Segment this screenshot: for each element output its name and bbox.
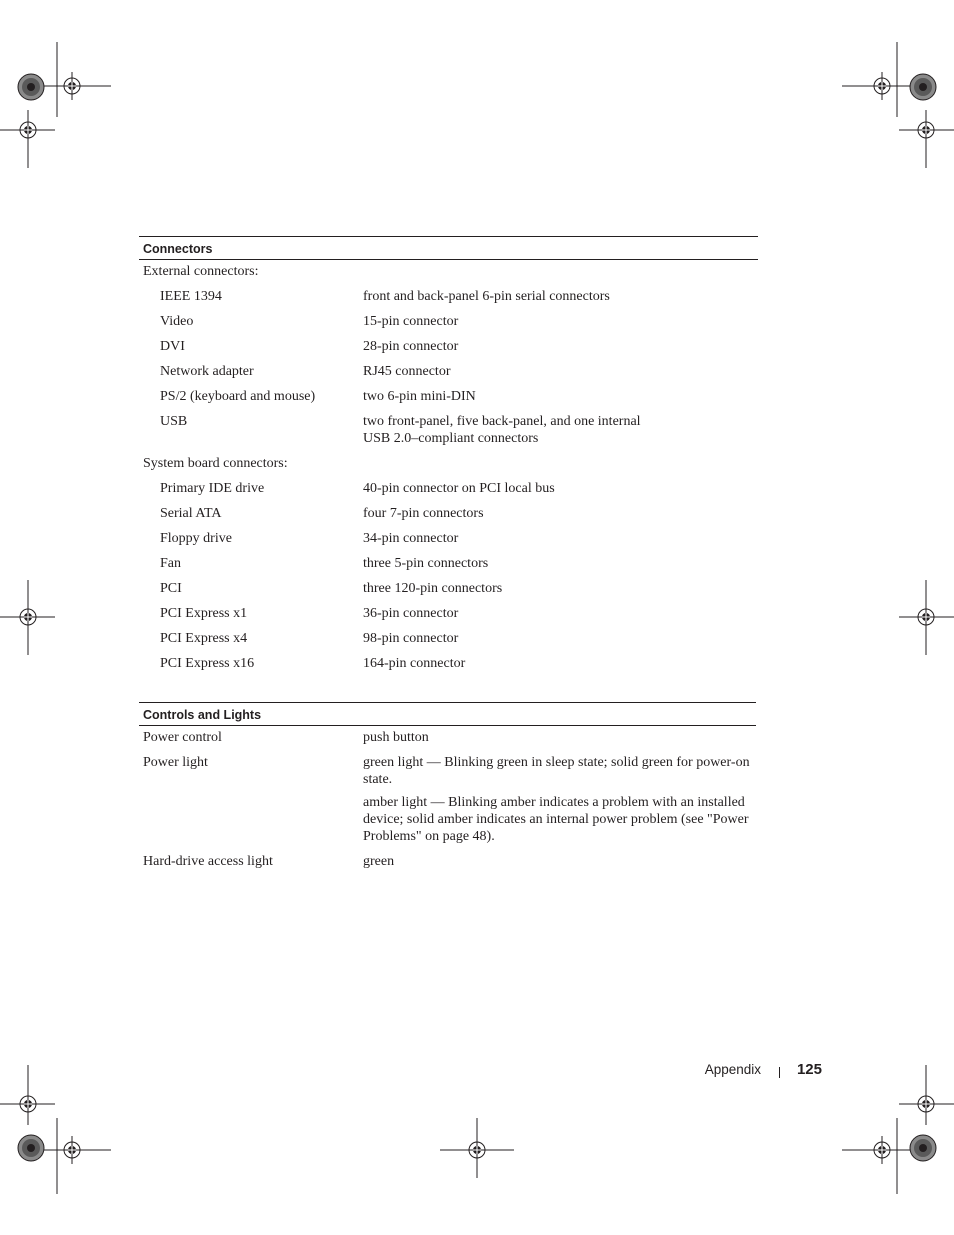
spec-value: 164-pin connector	[363, 656, 466, 671]
spec-value-paragraph: push button	[363, 730, 429, 745]
spec-label: Power control	[143, 730, 222, 745]
spec-value: 98-pin connector	[363, 631, 459, 646]
spec-label: PCI Express x16	[160, 656, 255, 671]
controls-lights-heading: Controls and Lights	[139, 702, 756, 726]
spec-value-paragraph: green	[363, 854, 395, 869]
spec-label: PCI Express x1	[160, 606, 248, 621]
spec-value: 15-pin connector	[363, 314, 459, 329]
page-number: 125	[796, 1061, 822, 1078]
spec-label: Serial ATA	[160, 506, 222, 521]
spec-label: Hard-drive access light	[143, 854, 273, 869]
spec-label: PS/2 (keyboard and mouse)	[160, 389, 316, 404]
spec-label: IEEE 1394	[160, 289, 222, 304]
spec-label: System board connectors:	[143, 456, 288, 471]
spec-value: three 5-pin connectors	[363, 556, 489, 571]
spec-value: 36-pin connector	[363, 606, 459, 621]
spec-value: front and back-panel 6-pin serial connectors	[363, 289, 610, 304]
spec-value: three 120-pin connectors	[363, 581, 503, 596]
spec-label: External connectors:	[143, 264, 259, 279]
spec-label: Fan	[160, 556, 181, 571]
spec-value: two 6-pin mini-DIN	[363, 389, 476, 404]
spec-value-paragraph: amber light — Blinking amber indicates a problem with an installed device; solid amber indicates an internal power problem (see "Power Problems" on page 48).	[363, 795, 749, 844]
spec-label: Primary IDE drive	[160, 481, 265, 496]
spec-label: PCI Express x4	[160, 631, 248, 646]
spec-label: Power light	[143, 755, 208, 770]
spec-value: 40-pin connector on PCI local bus	[363, 481, 555, 496]
spec-label: USB	[160, 414, 188, 429]
spec-label: Floppy drive	[160, 531, 232, 546]
spec-value: RJ45 connector	[363, 364, 451, 379]
spec-value: 28-pin connector	[363, 339, 459, 354]
spec-label: DVI	[160, 339, 185, 354]
spec-value: 34-pin connector	[363, 531, 459, 546]
connectors-heading: Connectors	[139, 236, 758, 260]
spec-label: Video	[160, 314, 194, 329]
footer-section-name: Appendix	[704, 1062, 761, 1077]
spec-label: PCI	[160, 581, 182, 596]
spec-label: Network adapter	[160, 364, 254, 379]
spec-value: two front-panel, five back-panel, and one internal USB 2.0–compliant connectors	[363, 414, 641, 446]
spec-value-paragraph: green light — Blinking green in sleep state; solid green for power-on state.	[363, 755, 750, 787]
spec-value: four 7-pin connectors	[363, 506, 484, 521]
